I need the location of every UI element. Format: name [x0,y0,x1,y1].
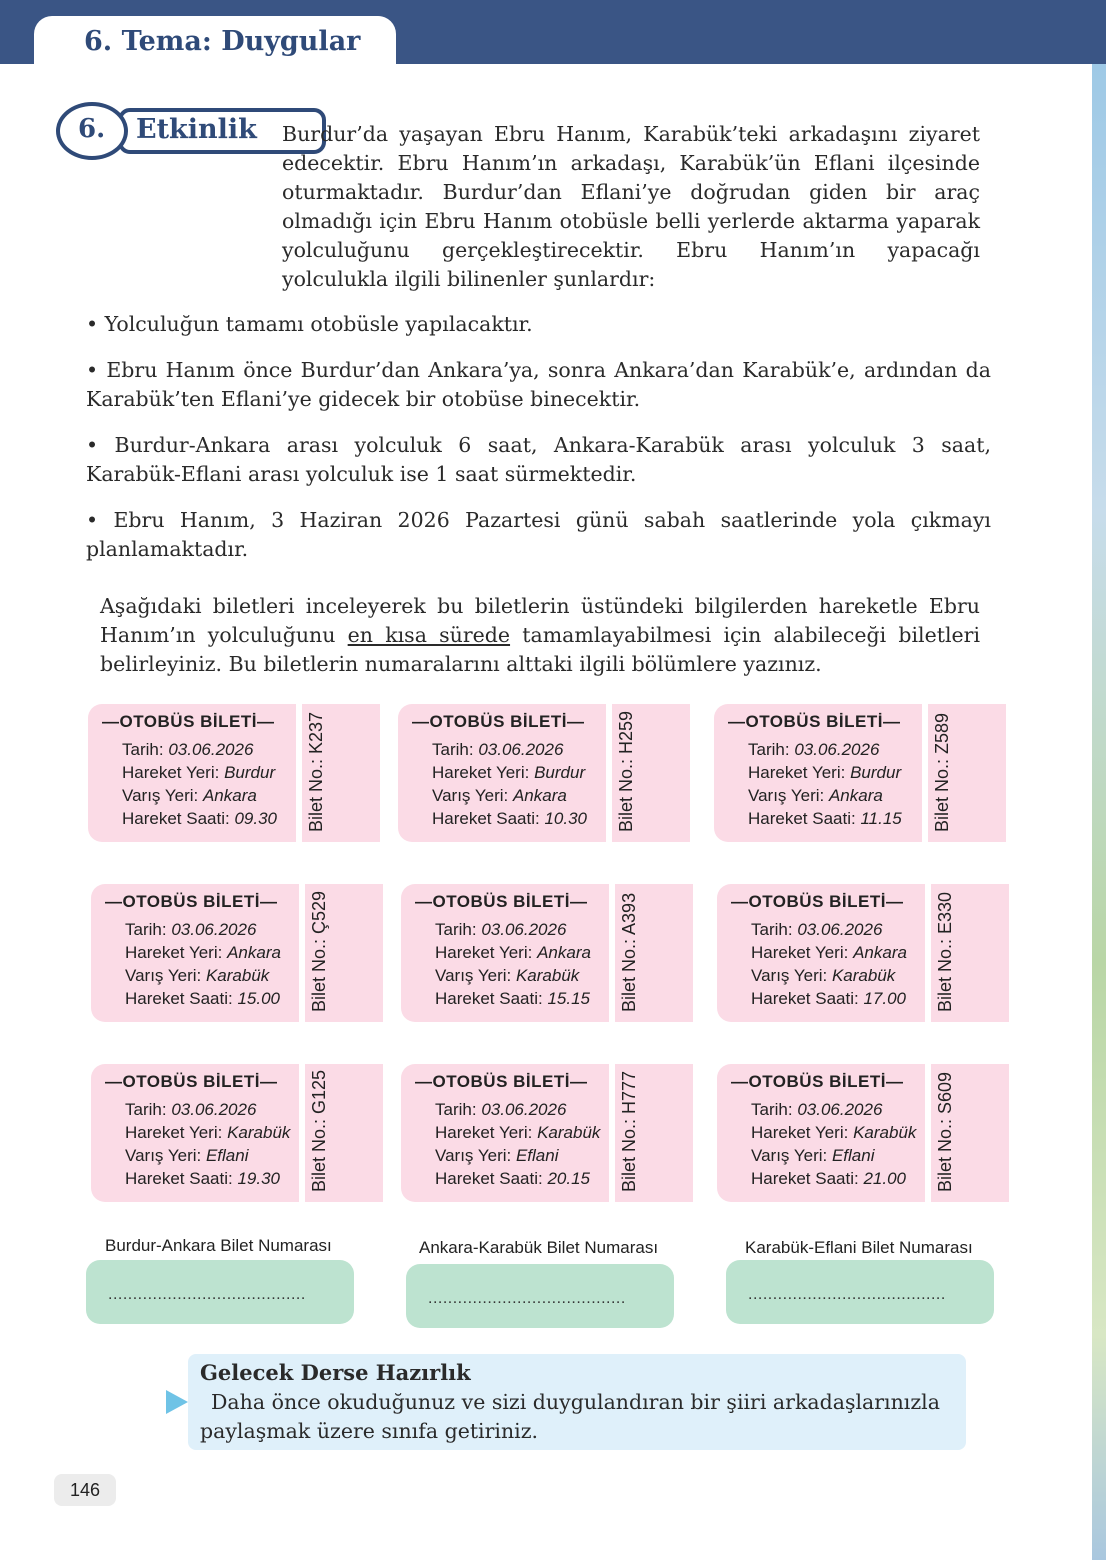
ticket-departure [122,763,275,783]
ticket-date-label: Tarih: [435,1100,477,1119]
task-emphasis: en kısa sürede [347,623,511,647]
ticket-from-label: Hareket Yeri: [435,943,533,962]
ticket-from-label: Hareket Yeri: [125,1123,223,1142]
task-text-before: Aşağıdaki biletleri inceleyerek bu biletlerin üstündeki bilgilerden hareketle Ebru Hanım’ın yolculuğunu [100,594,980,647]
ticket-time-value: 19.30 [237,1169,281,1188]
ticket-to-value: Ankara [202,786,257,805]
ticket-number: Bilet No.: E330 [935,891,955,1012]
bus-ticket [717,884,1009,1022]
answer-blank: ........................................ [748,1286,946,1303]
preparation-title: Gelecek Derse Hazırlık [200,1360,471,1385]
bus-ticket [88,704,380,842]
ticket-arrival [435,966,579,986]
ticket-from-value: Burdur [224,763,276,782]
ticket-from-label: Hareket Yeri: [751,943,849,962]
ticket-to-value: Karabük [205,966,270,985]
ticket-date-label: Tarih: [125,1100,167,1119]
ticket-time [751,989,906,1009]
answer-box-karabuk-eflani[interactable] [726,1260,994,1324]
bullet-item: • Ebru Hanım, 3 Haziran 2026 Pazartesi günü sabah saatlerinde yola çıkmayı planlamaktadır. [86,508,991,561]
ticket-number: Bilet No.: A393 [619,892,639,1012]
ticket-date-value: 03.06.2026 [481,920,567,939]
ticket-date [122,740,253,760]
ticket-date-value: 03.06.2026 [797,920,883,939]
ticket-to-value: Ankara [828,786,883,805]
ticket-to-label: Varış Yeri: [751,1146,828,1165]
ticket-departure [125,943,281,963]
ticket-to-value: Eflani [831,1146,875,1165]
ticket-to-label: Varış Yeri: [435,1146,512,1165]
activity-badge [56,96,276,164]
ticket-arrival [125,1146,249,1166]
bus-ticket [91,884,383,1022]
ticket-to-value: Karabük [831,966,896,985]
ticket-to-label: Varış Yeri: [125,966,202,985]
ticket-time-label: Hareket Saati: [751,1169,859,1188]
ticket-to-label: Varış Yeri: [748,786,825,805]
ticket-to-value: Eflani [515,1146,559,1165]
ticket-number: Bilet No.: G125 [309,1069,329,1192]
ticket-date-value: 03.06.2026 [794,740,880,759]
task-instruction [100,592,980,679]
ticket-date-label: Tarih: [751,920,793,939]
ticket-heading: —OTOBÜS BİLETİ— [105,892,278,911]
ticket-time [432,809,587,829]
activity-label: Etkinlik [136,114,257,145]
ticket-from-label: Hareket Yeri: [432,763,530,782]
ticket-from-value: Burdur [534,763,586,782]
ticket-heading: —OTOBÜS BİLETİ— [105,1072,278,1091]
ticket-date-label: Tarih: [751,1100,793,1119]
ticket-to-label: Varış Yeri: [122,786,199,805]
ticket-arrival [435,1146,559,1166]
ticket-to-label: Varış Yeri: [435,966,512,985]
ticket-from-value: Karabük [537,1123,601,1142]
ticket-from-value: Ankara [853,943,907,962]
answer-blank: ........................................ [428,1290,626,1307]
ticket-date-label: Tarih: [432,740,474,759]
ticket-from-label: Hareket Yeri: [751,1123,849,1142]
bus-ticket [401,884,693,1022]
ticket-date-value: 03.06.2026 [168,740,254,759]
ticket-time [751,1169,906,1189]
ticket-date [751,1100,882,1120]
arrow-right-icon [166,1390,188,1414]
bus-ticket [714,704,1006,842]
ticket-heading: —OTOBÜS BİLETİ— [415,892,588,911]
bullet-item: • Burdur-Ankara arası yolculuk 6 saat, Ankara-Karabük arası yolculuk 3 saat, Karabük-Eflani arası yolculuk ise 1 saat sürmektedir. [86,433,991,486]
ticket-date-label: Tarih: [748,740,790,759]
activity-number: 6. [78,114,106,144]
ticket-from-label: Hareket Yeri: [748,763,846,782]
ticket-to-label: Varış Yeri: [751,966,828,985]
ticket-time [435,1169,590,1189]
bus-ticket [401,1064,693,1202]
ticket-time [122,809,277,829]
ticket-heading: —OTOBÜS BİLETİ— [731,1072,904,1091]
ticket-number: Bilet No.: Ç529 [309,890,329,1012]
ticket-date [435,1100,566,1120]
ticket-departure [435,943,591,963]
ticket-time-value: 09.30 [234,809,278,828]
ticket-to-value: Ankara [512,786,567,805]
ticket-from-value: Karabük [853,1123,917,1142]
ticket-date [751,920,882,940]
ticket-date-label: Tarih: [125,920,167,939]
ticket-arrival [748,786,883,806]
ticket-time-value: 11.15 [860,809,902,828]
ticket-heading: —OTOBÜS BİLETİ— [415,1072,588,1091]
ticket-departure [751,943,907,963]
ticket-date-value: 03.06.2026 [171,920,257,939]
ticket-number: Bilet No.: S609 [935,1071,955,1192]
activity-intro: Burdur’da yaşayan Ebru Hanım, Karabük’teki arkadaşını ziyaret edecektir. Ebru Hanım’ın arkadaşı, Karabük’ün Eflani ilçesinde oturmaktadır. Burdur’dan Eflani’ye doğrudan giden bir araç olmadığı için Ebru Hanım otobüsle belli yerlerde aktarma yaparak yolculuğunu gerçekleştirecektir. Ebru Hanım’ın yapacağı yolculukla ilgili bilinenler şunlardır: [282,122,980,291]
ticket-time-label: Hareket Saati: [435,989,543,1008]
ticket-from-value: Ankara [227,943,281,962]
task-text-after: tamamlayabilmesi için alabileceği biletleri belirleyiniz. Bu biletlerin numaralarını alttaki ilgili bölümlere yazınız. [100,623,981,676]
ticket-number: Bilet No.: K237 [306,711,326,832]
ticket-heading: —OTOBÜS BİLETİ— [102,712,275,731]
ticket-date [432,740,563,760]
ticket-date-value: 03.06.2026 [171,1100,257,1119]
ticket-date-value: 03.06.2026 [478,740,564,759]
ticket-heading: —OTOBÜS BİLETİ— [412,712,585,731]
bus-ticket [717,1064,1009,1202]
decorative-edge-strip [1092,64,1106,1560]
ticket-from-label: Hareket Yeri: [435,1123,533,1142]
ticket-from-label: Hareket Yeri: [125,943,223,962]
bus-ticket [398,704,690,842]
ticket-time-value: 17.00 [863,989,907,1008]
ticket-date [125,1100,256,1120]
answer-label-karabuk-eflani: Karabük-Eflani Bilet Numarası [745,1238,973,1257]
bullet-item: • Yolculuğun tamamı otobüsle yapılacaktır. [86,312,533,336]
bullet-list [86,310,991,581]
ticket-heading: —OTOBÜS BİLETİ— [731,892,904,911]
ticket-departure [125,1123,290,1143]
ticket-from-value: Ankara [537,943,591,962]
ticket-number: Bilet No.: Z589 [932,712,952,832]
ticket-time [435,989,590,1009]
ticket-departure [748,763,901,783]
ticket-arrival [751,966,895,986]
ticket-date-label: Tarih: [435,920,477,939]
theme-title: 6. Tema: Duygular [84,26,361,57]
answer-box-burdur-ankara[interactable] [86,1260,354,1324]
preparation-text: Daha önce okuduğunuz ve sizi duygulandıran bir şiiri arkadaşlarınızla paylaşmak üzere sınıfa getiriniz. [200,1390,940,1443]
ticket-arrival [125,966,269,986]
ticket-time-label: Hareket Saati: [122,809,230,828]
ticket-time-label: Hareket Saati: [435,1169,543,1188]
ticket-departure [435,1123,600,1143]
ticket-departure [751,1123,916,1143]
ticket-heading: —OTOBÜS BİLETİ— [728,712,901,731]
ticket-from-label: Hareket Yeri: [122,763,220,782]
ticket-date-value: 03.06.2026 [481,1100,567,1119]
ticket-time-label: Hareket Saati: [751,989,859,1008]
ticket-time-label: Hareket Saati: [125,1169,233,1188]
ticket-date-label: Tarih: [122,740,164,759]
ticket-date [125,920,256,940]
answer-label-ankara-karabuk: Ankara-Karabük Bilet Numarası [419,1238,659,1257]
ticket-date [748,740,879,760]
ticket-time-value: 15.00 [237,989,281,1008]
ticket-time-value: 10.30 [544,809,588,828]
ticket-departure [432,763,585,783]
ticket-from-value: Karabük [227,1123,291,1142]
ticket-arrival [751,1146,875,1166]
ticket-date-value: 03.06.2026 [797,1100,883,1119]
ticket-from-value: Burdur [850,763,902,782]
ticket-time-label: Hareket Saati: [748,809,856,828]
answer-box-ankara-karabuk[interactable] [406,1264,674,1328]
ticket-to-label: Varış Yeri: [432,786,509,805]
bus-ticket [91,1064,383,1202]
ticket-to-label: Varış Yeri: [125,1146,202,1165]
ticket-time-label: Hareket Saati: [125,989,233,1008]
ticket-time-value: 15.15 [547,989,591,1008]
ticket-time [125,1169,280,1189]
answer-blank: ........................................ [108,1286,306,1303]
ticket-arrival [122,786,257,806]
bullet-item: • Ebru Hanım önce Burdur’dan Ankara’ya, sonra Ankara’dan Karabük’e, ardından da Karabük’ten Eflani’ye gidecek bir otobüse binecektir. [86,358,991,411]
ticket-to-value: Eflani [205,1146,249,1165]
ticket-time-label: Hareket Saati: [432,809,540,828]
ticket-number: Bilet No.: H259 [616,710,636,832]
page-number: 146 [54,1474,116,1506]
ticket-to-value: Karabük [515,966,580,985]
answer-label-burdur-ankara: Burdur-Ankara Bilet Numarası [105,1236,332,1255]
ticket-time [125,989,280,1009]
ticket-arrival [432,786,567,806]
ticket-date [435,920,566,940]
ticket-time [748,809,902,829]
ticket-number: Bilet No.: H777 [619,1070,639,1192]
ticket-time-value: 20.15 [547,1169,591,1188]
ticket-time-value: 21.00 [863,1169,907,1188]
